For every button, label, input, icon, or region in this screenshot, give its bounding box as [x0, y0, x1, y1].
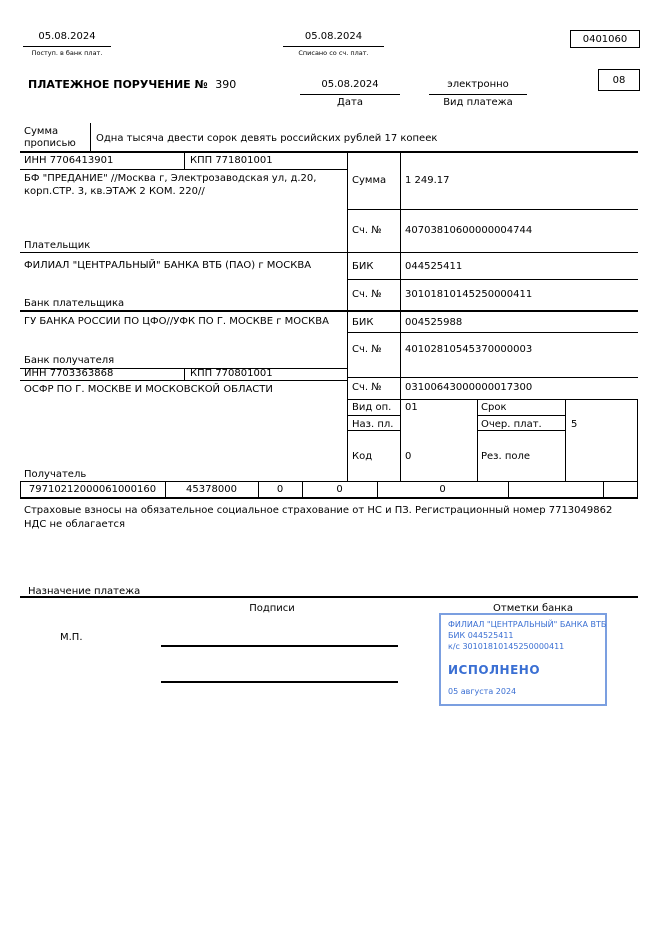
op-type-label: Вид оп. — [352, 402, 392, 413]
document-number: 390 — [215, 78, 237, 91]
payment-kind: электронно — [429, 78, 527, 95]
payer-bank-account: 30101810145250000411 — [405, 289, 533, 300]
payer-name: БФ "ПРЕДАНИЕ" //Москва г, Электрозаводская ул, д.20, корп.СТР. 3, кв.ЭТАЖ 2 КОМ. 220// — [24, 173, 317, 197]
form-code-box: 0401060 — [570, 30, 640, 48]
priority-value: 5 — [571, 419, 578, 430]
payee-bank-bik-label: БИК — [352, 317, 374, 328]
amount-words-label: Сумма прописью — [24, 126, 76, 149]
payer-account-label: Сч. № — [352, 225, 382, 236]
op-type-value: 01 — [405, 402, 418, 413]
debited-date: 05.08.2024 — [283, 30, 384, 47]
table-border — [20, 380, 348, 381]
document-date: 05.08.2024 — [300, 78, 400, 95]
table-border — [348, 279, 638, 280]
reserve-field-label: Рез. поле — [481, 451, 531, 462]
payee-inn: ИНН 7703363868 — [24, 368, 114, 379]
table-border — [603, 481, 604, 497]
budget-oktmo-cell: 45378000 — [186, 484, 237, 495]
signature-line — [161, 681, 398, 683]
sum-label: Сумма — [352, 175, 387, 186]
table-border — [348, 332, 638, 333]
budget-docnum-cell: 0 — [439, 484, 446, 495]
payer-account: 40703810600000004744 — [405, 225, 533, 236]
purpose-text-line1: Страховые взносы на обязательное социальное страхование от НС и ПЗ. Регистрационный номер 7713049862 — [24, 505, 613, 516]
document-title-text: ПЛАТЕЖНОЕ ПОРУЧЕНИЕ № — [28, 78, 208, 91]
table-border — [637, 399, 638, 481]
debited-date-label: Списано со сч. плат. — [298, 49, 369, 57]
purpose-label: Назначение платежа — [28, 586, 141, 597]
payee-bank-label: Банк получателя — [24, 355, 115, 366]
stamp-corr-account: к/с 30101810145250000411 — [448, 641, 565, 651]
stamp-place-label: М.П. — [60, 632, 83, 643]
payer-bank-name: ФИЛИАЛ "ЦЕНТРАЛЬНЫЙ" БАНКА ВТБ (ПАО) г МОСКВА — [24, 260, 312, 271]
signatures-label: Подписи — [249, 603, 295, 614]
payee-bank-name: ГУ БАНКА РОССИИ ПО ЦФО//УФК ПО Г. МОСКВЕ г МОСКВА — [24, 316, 329, 327]
stamp-status: ИСПОЛНЕНО — [448, 663, 541, 678]
purpose-code-label: Наз. пл. — [352, 419, 394, 430]
payee-kpp: КПП 770801001 — [190, 368, 273, 379]
document-title — [28, 78, 236, 91]
stamp-bank-name: ФИЛИАЛ "ЦЕНТРАЛЬНЫЙ" БАНКА ВТБ — [448, 620, 607, 629]
table-border — [400, 153, 401, 481]
table-border — [20, 310, 638, 312]
table-border — [348, 415, 400, 416]
table-border — [477, 415, 565, 416]
payee-account-label: Сч. № — [352, 382, 382, 393]
table-border — [477, 399, 478, 481]
code-label: Код — [352, 451, 373, 462]
status-code-box: 08 — [598, 69, 640, 91]
sum-value: 1 249.17 — [405, 175, 450, 186]
table-border — [637, 481, 638, 497]
signature-line — [161, 645, 398, 647]
table-border — [184, 153, 185, 169]
table-border — [20, 151, 638, 153]
stamp-date: 05 августа 2024 — [448, 686, 517, 696]
received-date: 05.08.2024 — [23, 30, 111, 47]
budget-kbk-cell: 79710212000061000160 — [28, 484, 157, 495]
payee-label: Получатель — [24, 469, 87, 480]
payee-bank-account: 40102810545370000003 — [405, 344, 533, 355]
payer-bank-bik-label: БИК — [352, 261, 374, 272]
table-border — [348, 209, 638, 210]
payer-inn: ИНН 7706413901 — [24, 155, 114, 166]
payment-kind-label: Вид платежа — [443, 97, 513, 108]
bank-marks-label: Отметки банка — [493, 603, 573, 614]
table-border — [347, 153, 348, 481]
table-border — [348, 377, 638, 378]
purpose-text-line2: НДС не облагается — [24, 519, 126, 530]
table-border — [20, 481, 638, 482]
table-border — [20, 252, 638, 253]
table-border — [508, 481, 509, 497]
code-value: 0 — [405, 451, 412, 462]
payee-bank-bik: 004525988 — [405, 317, 463, 328]
document-date-label: Дата — [337, 97, 363, 108]
stamp-bik: БИК 044525411 — [448, 630, 514, 640]
table-border — [184, 368, 185, 380]
payee-account: 03100643000000017300 — [405, 382, 533, 393]
payer-bank-label: Банк плательщика — [24, 298, 125, 309]
priority-label: Очер. плат. — [481, 419, 542, 430]
received-date-label: Поступ. в банк плат. — [31, 49, 103, 57]
payer-kpp: КПП 771801001 — [190, 155, 273, 166]
table-border — [20, 497, 638, 499]
budget-period-cell: 0 — [336, 484, 343, 495]
budget-basis-cell: 0 — [276, 484, 284, 495]
amount-words: Одна тысяча двести сорок девять российских рублей 17 копеек — [96, 133, 438, 144]
table-border — [20, 169, 348, 170]
payer-bank-bik: 044525411 — [405, 261, 463, 272]
term-label: Срок — [481, 402, 507, 413]
payer-label: Плательщик — [24, 240, 91, 251]
payer-bank-account-label: Сч. № — [352, 289, 382, 300]
table-border — [565, 399, 566, 481]
table-border — [348, 399, 638, 400]
table-border — [90, 123, 91, 151]
payee-bank-account-label: Сч. № — [352, 344, 382, 355]
payee-name: ОСФР ПО Г. МОСКВЕ И МОСКОВСКОЙ ОБЛАСТИ — [24, 384, 273, 395]
bank-execution-stamp — [439, 613, 607, 706]
